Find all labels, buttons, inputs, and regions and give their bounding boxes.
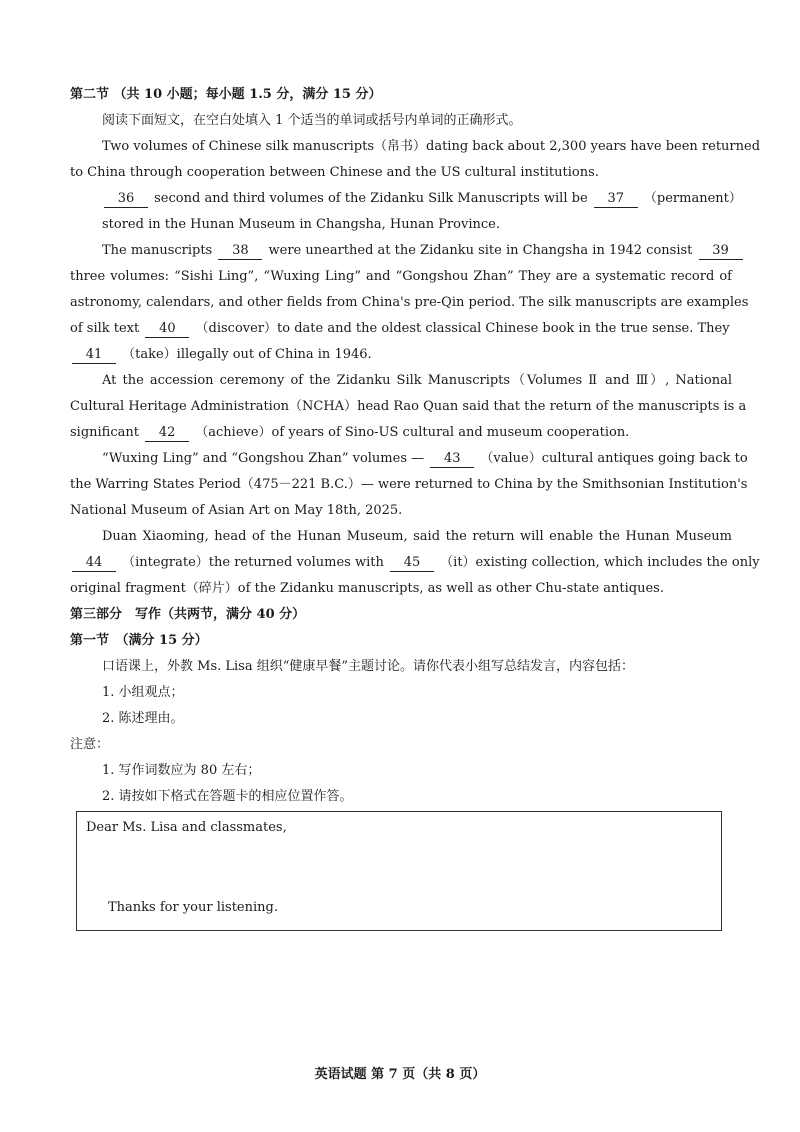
p2-line2: stored in the Hunan Museum in Changsha, Hunan Province.: [102, 217, 500, 232]
blank-41[interactable]: 41: [72, 347, 116, 364]
p3-text-l4b: （discover）to date and the oldest classical Chinese book in the true sense. They: [195, 321, 730, 336]
p5-text-l1a: “Wuxing Ling” and “Gongshou Zhan” volumes —: [102, 451, 425, 466]
page-footer: 英语试题 第 7 页（共 8 页）: [314, 1067, 486, 1082]
p6-line1: Duan Xiaoming, head of the Hunan Museum, said the return will enable the Hunan Museum: [102, 529, 732, 544]
p4-text-l3b: （achieve）of years of Sino-US cultural and museum cooperation.: [195, 425, 630, 440]
answer-format-box: [76, 811, 722, 931]
blank-39[interactable]: 39: [699, 243, 743, 260]
p5-line1: [102, 449, 748, 469]
p5-line3: National Museum of Asian Art on May 18th, 2025.: [70, 503, 403, 518]
p6-text-l2a: （integrate）the returned volumes with: [122, 555, 384, 570]
blank-37[interactable]: 37: [594, 191, 638, 208]
blank-36[interactable]: 36: [104, 191, 148, 208]
prompt-item-2: 2. 陈述理由。: [102, 711, 184, 726]
note-1: 1. 写作词数应为 80 左右；: [102, 763, 261, 778]
p4-text-l3a: significant: [70, 425, 139, 440]
p2-text-a: second and third volumes of the Zidanku Silk Manuscripts will be: [154, 191, 588, 206]
p6-text-l2b: （it）existing collection, which includes the only: [440, 555, 760, 570]
note-2: 2. 请按如下格式在答题卡的相应位置作答。: [102, 789, 353, 804]
p1-line1: Two volumes of Chinese silk manuscripts（帛书）dating back about 2,300 years have been returned: [102, 139, 761, 154]
blank-38[interactable]: 38: [218, 243, 262, 260]
p2-line1: [102, 189, 742, 209]
prompt-item-1: 1. 小组观点；: [102, 685, 184, 700]
p4-line1: At the accession ceremony of the Zidanku Silk Manuscripts（Volumes Ⅱ and Ⅲ）, National: [102, 373, 732, 388]
blank-43[interactable]: 43: [430, 451, 474, 468]
writing-prompt: 口语课上，外教 Ms. Lisa 组织“健康早餐”主题讨论。请你代表小组写总结发言，内容包括：: [102, 659, 635, 674]
part3-heading: 第三部分 写作（共两节，满分 40 分）: [70, 607, 306, 622]
p3-line2: three volumes: “Sishi Ling”, “Wuxing Ling” and “Gongshou Zhan” They are a systematic record of: [70, 269, 732, 284]
p3-line3: astronomy, calendars, and other fields from China's pre-Qin period. The silk manuscripts are examples: [70, 295, 749, 310]
p4-line3: [70, 423, 732, 443]
p1-line2: to China through cooperation between Chinese and the US cultural institutions.: [70, 165, 599, 180]
p3-line5: [70, 345, 732, 365]
p5-line2: the Warring States Period（475－221 B.C.）— were returned to China by the Smithsonian Institution's: [70, 477, 748, 492]
blank-44[interactable]: 44: [72, 555, 116, 572]
section2-instruction: 阅读下面短文，在空白处填入 1 个适当的单词或括号内单词的正确形式。: [102, 113, 522, 128]
p6-line2: [70, 553, 760, 573]
blank-42[interactable]: 42: [145, 425, 189, 442]
blank-45[interactable]: 45: [390, 555, 434, 572]
p5-text-l1b: （value）cultural antiques going back to: [480, 451, 748, 466]
blank-40[interactable]: 40: [145, 321, 189, 338]
note-label: 注意：: [70, 737, 110, 752]
p3-text-l5: （take）illegally out of China in 1946.: [122, 347, 372, 362]
letter-closing: Thanks for your listening.: [108, 900, 278, 915]
p6-line3: original fragment（碎片）of the Zidanku manuscripts, as well as other Chu-state antiques.: [70, 581, 664, 596]
part3-sec1-heading: 第一节 （满分 15 分）: [70, 633, 208, 648]
p3-text-b: were unearthed at the Zidanku site in Changsha in 1942 consist: [268, 243, 693, 258]
section2-heading: 第二节 （共 10 小题；每小题 1.5 分，满分 15 分）: [70, 87, 382, 102]
letter-greeting: Dear Ms. Lisa and classmates,: [86, 820, 287, 835]
p4-line2: Cultural Heritage Administration（NCHA）head Rao Quan said that the return of the manuscripts is a: [70, 399, 747, 414]
p3-line4: [70, 319, 732, 339]
p3-text-a: The manuscripts: [102, 243, 213, 258]
p3-line1: [102, 241, 732, 261]
p2-text-b: （permanent）: [643, 191, 742, 206]
p3-text-l4a: of silk text: [70, 321, 140, 336]
